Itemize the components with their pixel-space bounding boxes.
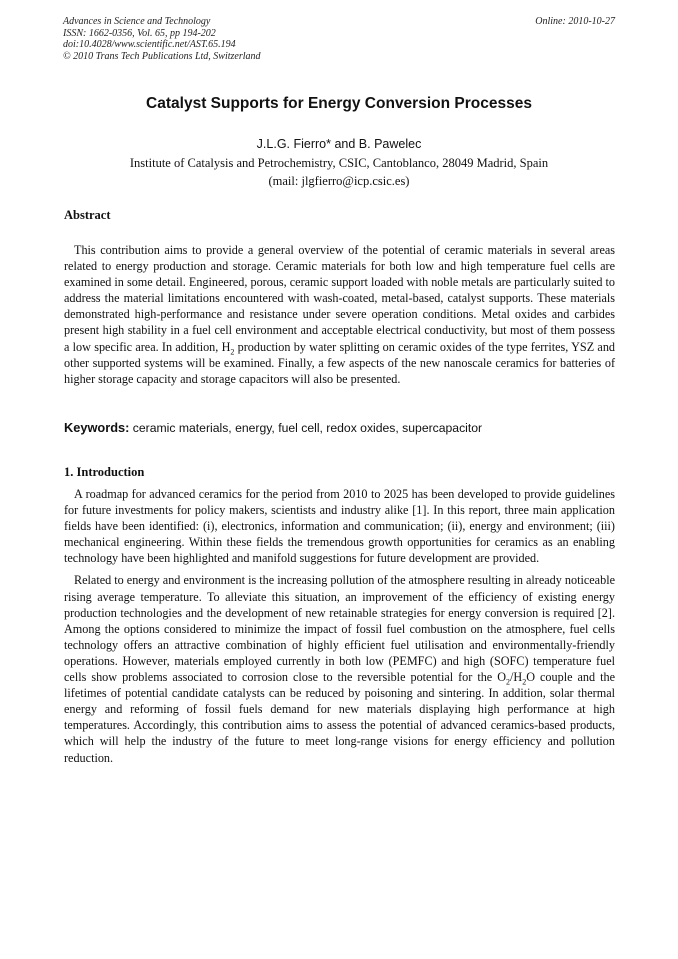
journal-name: Advances in Science and Technology: [63, 16, 211, 27]
abstract-body: [64, 242, 615, 387]
keywords: [64, 420, 624, 435]
doi-line: doi:10.4028/www.scientific.net/AST.65.194: [63, 39, 236, 50]
introduction-body: [64, 486, 615, 766]
keywords-label: Keywords:: [64, 420, 130, 435]
copyright-line: © 2010 Trans Tech Publications Ltd, Switzerland: [63, 50, 261, 62]
paper-title: Catalyst Supports for Energy Conversion Processes: [146, 95, 532, 112]
journal-header: [63, 16, 261, 62]
keywords-list: ceramic materials, energy, fuel cell, redox oxides, supercapacitor: [129, 421, 483, 435]
affiliation: Institute of Catalysis and Petrochemistry, CSIC, Cantoblanco, 28049 Madrid, Spain: [129, 156, 549, 170]
online-date: Online: 2010-10-27: [535, 16, 615, 27]
intro-paragraph-1: A roadmap for advanced ceramics for the period from 2010 to 2025 has been developed to provide guidelines for future investments for policy makers, scientists and industry alike [1]. In this report, three main application fields have been identified: (i), electronics, information and communication; (ii), energy and environment; (iii) mechanical engineering. Within these fields the tremendous growth opportunities for ceramics as an enabling technology have been highlighted and manifold suggestions for future development are provided.: [64, 487, 615, 566]
abstract-paragraph: This contribution aims to provide a general overview of the potential of ceramic materials in several areas related to energy production and storage. Ceramic materials for both low and high temperature fuel cells are examined in some detail. Engineered, porous, ceramic support loaded with noble metals are particularly suited to address the material limitations encountered with wash-coated, metal-based, catalyst supports. These materials demonstrated high-performance and resistance under severe operation conditions. Metal oxides and carbides present high stability in a fuel cell environment and acceptable electrical conductivity, but most of them possess a low specific area. In addition, $H_2$ production by water splitting on ceramic oxides of the type ferrites, YSZ and other supported systems will be examined. Finally, a few aspects of the new nanoscale ceramics for batteries of higher storage capacity and storage capacitors will also be presented.: [64, 243, 616, 386]
issn-line: ISSN: 1662-0356, Vol. 65, pp 194-202: [63, 27, 216, 39]
email: (mail: jlgfierro@icp.csic.es): [268, 174, 410, 188]
affiliation-block: [0, 154, 678, 190]
authors: J.L.G. Fierro* and B. Pawelec: [256, 137, 422, 151]
intro-paragraph-2: Related to energy and environment is the increasing pollution of the atmosphere resulting in already noticeable rising average temperature. To alleviate this situation, an improvement of the efficiency of existing energy production technologies and the development of new retainable strategies for energy conversion is required [2]. Among the options considered to minimize the impact of fossil fuel combustion on the atmosphere, fuel cells technology offers an attractive combination of highly efficient fuel utilisation and environmentally-friendly operations. However, materials employed currently in both low (PEMFC) and high (SOFC) temperature fuel cells show problems associated to corrosion close to the reversible potential for the $O_2/H_2O$ couple and the lifetimes of potential candidate catalysts can be reduced by poisoning and sintering. In addition, solar thermal energy and reforming of fossil fuels demand for new materials displaying high performance at high temperatures. Accordingly, this contribution aims to assess the potential of advanced ceramics-based products, which will help the industry of the future to meet long-range visions for energy efficiency and pollution reduction.: [64, 573, 615, 765]
introduction-heading: 1. Introduction: [64, 465, 145, 479]
abstract-heading: Abstract: [64, 208, 111, 222]
